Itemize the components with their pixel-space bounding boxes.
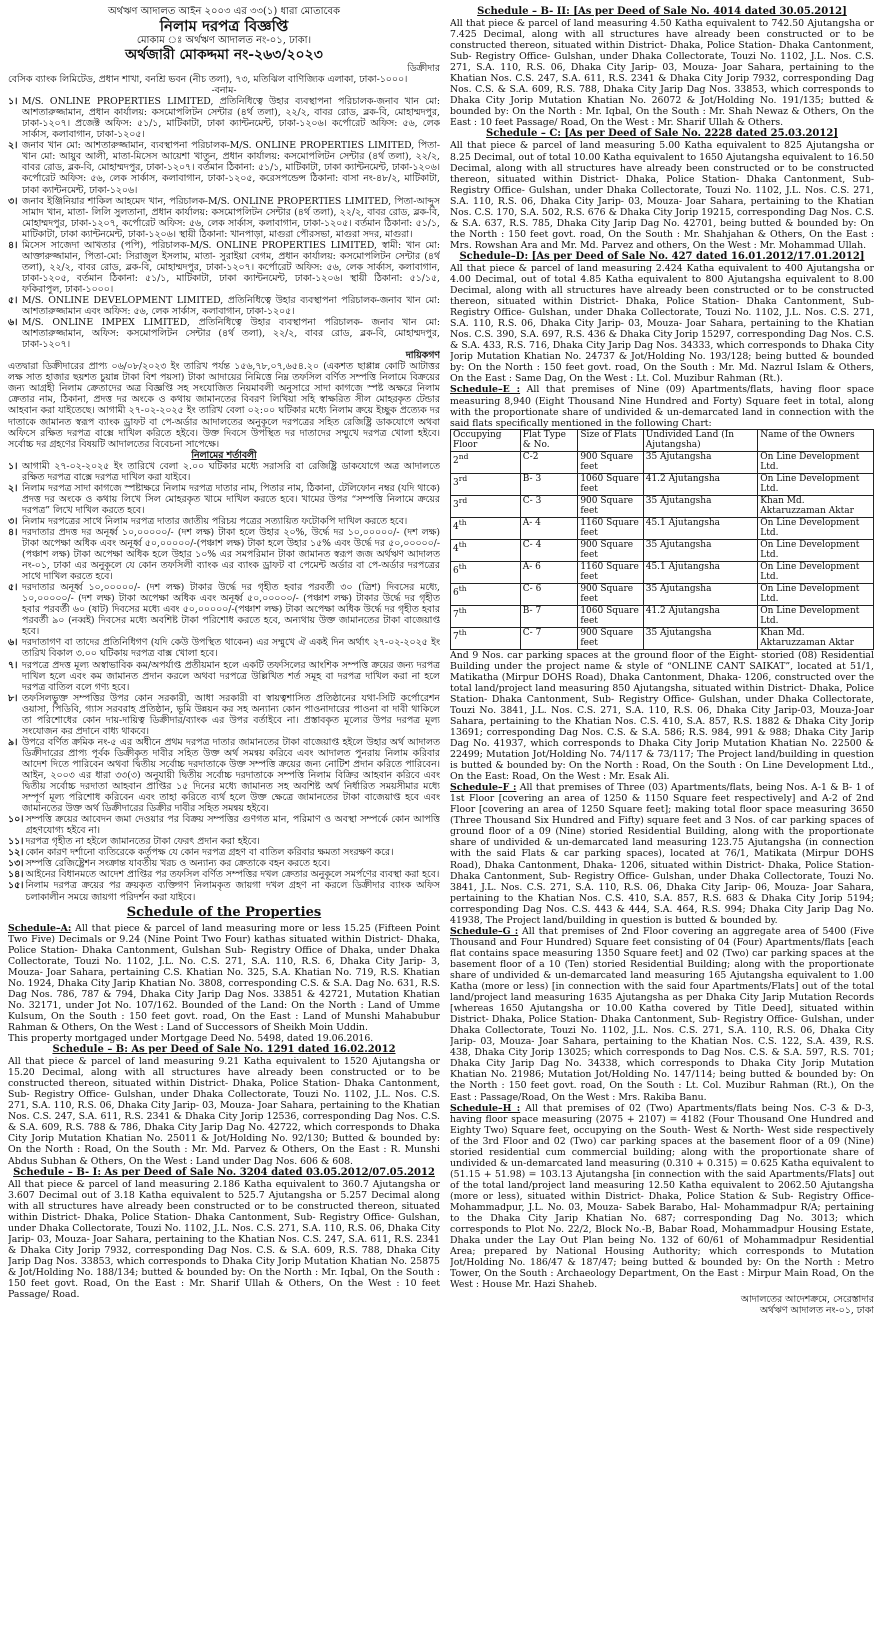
- schedule-a: [8, 923, 440, 1033]
- rule-text: সম্পত্তি ক্রয়ের আবেদন জমা দেওয়ার পর বিক্রয় সম্পত্তির গুণগত মান, পরিমাণ ও অবস্থা সম্পর্কে কোন আপত্তি গ্রহণযোগ্য হইবে না।: [25, 814, 440, 837]
- schedule-a-mortgage: This property mortgaged under Mortgage Deed No. 5498, dated 19.06.2016.: [8, 1033, 374, 1045]
- act-line: অর্থঋণ আদালত আইন ২০০৩ এর ৩৩(১) ধারা মোতাবেক: [107, 6, 341, 17]
- rule-num: ১২।: [8, 847, 24, 859]
- rule-num: ৬।: [8, 637, 18, 649]
- size-cell: 1160 Square feet: [578, 517, 643, 539]
- rule-text: দরদাতার অনূর্ধ্ব ১০,০০০০০/- (দশ লক্ষ) টাকার উর্দ্ধে দর গৃহীত হবার পরবর্তী ৩০ (ত্রিশ) দিবসের মধ্যে, ১০,০০০০০/- (দশ লক্ষ) টাকা অপেক্ষা অধিক এবং অনূর্ধ্ব ৫০,০০০০০/- (পঞ্চাশ লক্ষ) টাকার উর্দ্ধে দর গৃহীত হবার পরবর্তী ৬০ (ষাট) দিবসের মধ্যে এবং ৫০,০০০০০/-(পঞ্চাশ লক্ষ) টাকা অপেক্ষা অধিক উর্দ্ধে দর গৃহীত হবার পরবর্তী ৯০ (নব্বই) দিবসের মধ্যে অবশিষ্ট টাকা পরিশোধ করতে হবে, অন্যথায় উক্ত জামানতের টাকা বাজেয়াপ্ত হবে।: [22, 582, 440, 638]
- rule-item: [8, 516, 440, 527]
- land-cell: 41.2 Ajutangsha: [643, 473, 758, 495]
- floor-cell: [451, 451, 521, 473]
- size-cell: 900 Square feet: [578, 583, 643, 605]
- rule-num: ৭।: [8, 659, 18, 671]
- court-name: মোকাম ঃ অর্থঋণ আদালত নং-০১, ঢাকা।: [136, 35, 312, 46]
- floor-cell: [451, 627, 521, 649]
- signature-line-2: অর্থঋণ আদালত নং-০১, ঢাকা: [759, 1305, 874, 1317]
- floor-cell: [451, 583, 521, 605]
- case-number: অর্থজারী মোকদ্দমা নং-২৬৩/২০২৩: [125, 47, 323, 63]
- land-cell: 45.1 Ajutangsha: [643, 517, 758, 539]
- land-cell: 45.1 Ajutangsha: [643, 561, 758, 583]
- floor-number: 3: [453, 477, 459, 488]
- schedule-e-text: All that premises of Nine (09) Apartments/flats, having floor space measuring 8,940 (Eight Thousand Nine Hundred and Forty) Square feet in total, along with the proportionate share of undivided & un-demarcated land in connection with the said flats specifically mentioned in the following Chart:: [450, 384, 874, 429]
- rules-list: [8, 461, 440, 903]
- floor-cell: [451, 605, 521, 627]
- schedule-h-text: All that premises of 02 (Two) Apartments/flats being Nos. C-3 & D-3, having floor space measuring (2075 + 2107) = 4182 (Four Thousand One Hundred and Eighty Two) Square feet, occupying on the South- West & North- West side respectively of the 3rd Floor and 02 (Two) car parking spaces at the basement floor of a 09 (Nine) storied residential cum commercial building; along with the proportionate share of undivided & un-demarcated land measuring (0.310 + 0.315) = 0.625 Katha equivalent to (51.15 + 51.98) = 103.13 Ajutangsha [in connection with the said Apartments/Flats] out of the total land/project land measuring 12.50 Katha equivalent to 2062.50 Ajutangsha (more or less), situated within District- Dhaka, Police Station & Sub- Registry Office- Mohammadpur, J.L. No. 03, Mouza- Sabek Barabo, Hal- Mohammadpur R/A; pertaining to the Dhaka City Jarip Khatian No. 687; corresponding Dag No. 3013; which corresponds to Plot No. 22/2, Block No.-B, Babar Road, Mohammadpur Housing Estate, Dhaka under the Lay Out Plan being No. 132 of 60/61 of Mohammadpur Residential Area; prepared by National Housing Authority; which corresponds to Mutation Jot/Holding No. 186/47 & 187/47; being butted & bounded by: On the North : Metro Tower, On the South : Archaeology Department, On the East : Mirpur Main Road, On the West : House Mr. Hazi Shaheb.: [450, 1102, 874, 1291]
- debtor-text: জনাব খান মো: আশতারুজ্জামান, ব্যবস্থাপনা পরিচালক-M/S. ONLINE PROPERTIES LIMITED, পিতা-খান মো: আয়ুব আলী, মাতা-মিসেস আয়েশা খাতুন, প্রধান কার্যালয়: কসমোপলিটন সেন্টার (৪র্থ তলা), ২২/২, বাবর রোড, ব্লক-বি, মোহাম্মদপুর, ঢাকা-১২০৭। বর্তমান ঠিকানা: ৫১/১, মাটিকাটা, ঢাকা ক্যান্টনমেন্ট, ঢাকা-১২০৬। কর্পোরেট অফিস: ৫৬, লেক সার্কাস, কলাবাগান, ঢাকা-১২০৫, করেসপন্ডেন্স ঠিকানা: বাসা নং-৪৮/২, মাটিকাটা, ঢাকা ক্যান্টনমেন্ট, ঢাকা-১২০৬।: [22, 140, 440, 196]
- rule-item: [8, 660, 440, 693]
- table-row: [451, 539, 874, 561]
- rule-item: [8, 637, 440, 659]
- rule-num: ৪।: [8, 526, 18, 538]
- schedule-bii-text: All that piece & parcel of land measuring 4.50 Katha equivalent to 742.50 Ajutangsha or 7.425 Decimal, along with all structures have already been constructed or to be constructed thereon, situated within District- Dhaka, Police Station- Dhaka Cantonment, Sub- Registry Office- Gulshan, under Dhaka Collectorate, Touzi No. 1102, J.L. Nos. C.S. 271, S.A. 110, R.S. 06, Dhaka City Jarip- 03, Mouza- Joar Sahara, pertaining to the Khatian Nos. C.S. 247, S.A. 611, R.S. 2341 & Dhaka City Jorip 7932, corresponding Dag Nos. C.S. & S.A. 609, R.S. 788, Dhaka City Jarip Dag Nos. 33853, which corresponds to Dhaka City Jorip Mutation Khatian No. 26072 & Jot/Holding No. 191/135; butted & bounded by: On the North : Mr. Iqbal, On the South : Mr. Shah Newaz & Others, On the East : 10 feet Passage/ Road, On the West : Mr. Sharif Ullah & Others.: [450, 18, 874, 129]
- size-cell: 900 Square feet: [578, 539, 643, 561]
- signature-line-1: আদালতের আদেশক্রমে, সেরেস্তাদার: [740, 1294, 874, 1306]
- debtor-item: [8, 240, 440, 295]
- rule-num: ১৩।: [8, 858, 24, 870]
- debtor-num: ৫।: [8, 294, 18, 306]
- debtor-num: ১।: [8, 96, 18, 108]
- rule-num: ১৪।: [8, 869, 24, 881]
- rule-text: নিলাম দরপত্র ক্রয়ের পর ক্রয়কৃত ব্যক্তিগণ নিলামকৃত জায়গা দখল গ্রহণ না করলে ডিক্রীদার ব্যাংক অফিস চলাকালীন সময়ে জায়গা পরিদর্শন করা যাইবে।: [25, 880, 440, 903]
- schedule-a-text: All that piece & parcel of land measuring more or less 15.25 (Fifteen Point Two Five) Decimals or 9.24 (Nine Point Two Four) kathas situated within District- Dhaka, Police Station- Dhaka Cantonment, Gulshan Sub- Registry Office of Dhaka, under Dhaka Collectorate, Touzi No. 1102, J.L. No. C.S. 271, S.A. 110, R.S. 6, Dhaka City Jarip- 3, Mouza- Joar Sahara, pertaining C.S. Khatian No. 325, S.A. Khatian No. 719, R.S. Khatian No. 1924, Dhaka City Jarip Khatian No. 3808, corresponding C.S. & S.A. Dag No. 631, R.S. Dag Nos. 786, 787 & 794, Dhaka City Jarip Dag Nos. 33851 & 42721, Mutation Khatian No. 32171, under Jot No. 107/162. Bounded of the Land: On the North : Land of Umme Kulsum, On the South : 150 feet govt. road, On the East : Land of Munshi Mahabubur Rahman & Others, On the West : Land of Successors of Sheikh Moin Uddin.: [8, 922, 440, 1033]
- rule-text: আইনের বিধানমতে আদেশ প্রাপ্তির পর তফসিল বর্ণিত সম্পত্তির দখল ক্রেতার অনুকূলে সমর্পণের ব্যবস্থা করা হবে।: [25, 869, 440, 881]
- debtor-num: ৬।: [8, 317, 18, 329]
- flat-cell: C- 6: [520, 583, 578, 605]
- schedule-a-label: Schedule–A:: [8, 922, 72, 934]
- rule-text: আগামী ২৭-০২-২০২৫ ইং তারিখে বেলা ২.০০ ঘটিকার মধ্যে সরাসরি বা রেজিষ্ট্রি ডাকযোগে অত্র আদালতে রক্ষিত দরপত্র বাক্সে দরপত্র দাখিল করা যাইবে।: [22, 460, 440, 483]
- rule-item: [8, 880, 440, 902]
- rule-num: ৯।: [8, 736, 18, 748]
- table-header-row: [451, 429, 874, 451]
- schedule-bi-text: All that piece & parcel of land measuring 2.186 Katha equivalent to 360.7 Ajutangsha or 3.607 Decimal out of 3.18 Katha equivalent to 525.7 Ajutangsha or 5.257 Decimal along with all structures have already been constructed or to be constructed thereon, situated within District- Dhaka, Police Station- Dhaka Cantonment, Sub- Registry Office- Gulshan, under Dhaka Collectorate, Touzi No. 1102, J.L. Nos. C.S. 271, S.A. 110, R.S. 06, Dhaka City Jarip- 03, Mouza- Joar Sahara, pertaining to the Khatian Nos. C.S. 247, S.A. 611, R.S. 2341 & Dhaka City Jorip 7932, corresponding Dag Nos. C.S. & S.A. 609, R.S. 788, Dhaka City Jarip Dag Nos. 33853, which corresponds to Dhaka City Jorip Mutation Khatian No. 25875 & Jot/Holding No. 188/134; butted & bounded by: On the North : Mr. Iqbal, On the South : 150 feet govt. Road, On the East : Mr. Sharif Ullah & Others, On the West : 10 feet Passage/ Road.: [8, 1178, 440, 1301]
- debtors-label: দায়িকগণ: [405, 350, 440, 362]
- notice-title: নিলাম দরপত্র বিজ্ঞপ্তি: [159, 17, 289, 35]
- debtor-item: [8, 196, 440, 240]
- debtor-num: ২।: [8, 140, 18, 152]
- table-header-cell: Flat Type & No.: [520, 429, 578, 451]
- table-header-cell: Occupying Floor: [451, 429, 521, 451]
- debtor-item: [8, 96, 440, 140]
- owner-cell: On Line Development Ltd.: [758, 583, 874, 605]
- rule-num: ১।: [8, 460, 18, 472]
- floor-cell: [451, 473, 521, 495]
- schedule-c-heading: Schedule – C: [As per Deed of Sale No. 2228 dated 25.03.2012]: [485, 128, 839, 140]
- rule-text: দরদাতার প্রদত্ত দর অনূর্ধ্ব ১০,০০০০০/- (দশ লক্ষ) টাকা হলে উহার ২০%, উর্দ্ধে দর ১০,০০০০০/- (দশ লক্ষ) টাকা অপেক্ষা অধিক এবং অনূর্ধ্ব ৫০,০০০০০/-(পঞ্চাশ লক্ষ) টাকা হলে উহার ১৫% এবং উর্দ্ধে দর ৫০,০০০০০/- (পঞ্চাশ লক্ষ) টাকা অপেক্ষা অধিক হলে উহার ১০% এর সমপরিমান টাকা জামানত স্বরূপ জজ অর্থঋণ আদালত নং-০১, ঢাকা এর অনুকূলে যে কোন তফসিলী ব্যাংক এর ব্যাংক ড্রাফট বা পেমেন্ট অর্ডার বা পে-অর্ডার দরপত্রের সাথে দাখিল করতে হবে।: [22, 526, 440, 583]
- land-cell: 35 Ajutangsha: [643, 583, 758, 605]
- rule-num: ৫।: [8, 582, 18, 594]
- floor-number: 6: [453, 587, 459, 598]
- table-row: [451, 517, 874, 539]
- floor-suffix: th: [458, 539, 467, 549]
- floor-suffix: rd: [458, 473, 468, 483]
- land-cell: 35 Ajutangsha: [643, 495, 758, 517]
- owner-cell: Khan Md. Aktaruzzaman Aktar: [758, 495, 874, 517]
- rule-text: সম্পত্তি রেজিষ্ট্রেশন সংক্রান্ত যাবতীয় খরচ ও অন্যান্য কর ক্রেতাকে বহন করতে হবে।: [25, 858, 331, 870]
- debtor-text: জনাব ইঞ্জিনিয়ার শাকিল আহমেদ খান, পরিচালক-M/S. ONLINE PROPERTIES LIMITED, পিতা-আব্দুস সামাদ খান, মাতা- লিলি সুলতানা, প্রধান কার্যালয়: কসমোপলিটন সেন্টার (৪র্থ তলা), ২২/২, বাবর রোড, ব্লক-বি, মোহাম্মদপুর, ঢাকা-১২০৭, কর্পোরেট অফিস: ৫৬, লেক সার্কাস, কলাবাগান, ঢাকা-১২০৫। বর্তমান ঠিকানা: ৫১/১, মাটিকাটা, ঢাকা ক্যান্টনমেন্ট, ঢাকা-১২০৬। স্থায়ী ঠিকানা: খানপাড়া, মাগুরা পৌরসভা, মাগুরা সদর, মাগুরা।: [22, 195, 440, 240]
- floor-suffix: rd: [458, 495, 468, 505]
- schedule-b-heading: Schedule – B: As per Deed of Sale No. 1291 dated 16.02.2012: [52, 1044, 396, 1056]
- floor-cell: [451, 517, 521, 539]
- floor-suffix: th: [458, 605, 467, 615]
- debtor-num: ৩।: [8, 195, 18, 207]
- rule-text: নিলাম দরপত্রের সাথে নিলাম দরপত্র দাতার জাতীয় পরিচয় পত্রের সত্যায়িত ফটোকপি দাখিল করতে হবে।: [22, 515, 408, 527]
- table-row: [451, 451, 874, 473]
- schedule-bii-heading: Schedule – B- II: [As per Deed of Sale No. 4014 dated 30.05.2012]: [477, 6, 847, 17]
- intro-paragraph: এতদ্বারা ডিক্রীদারের প্রাপ্য ০৬/০৮/২০২৩ ইং তারিখ পর্যন্ত ১৫৬,৭৮,০৭,৬৫৪.২০ (একশত ছাপ্পান্ন কোটি আটাত্তর লক্ষ সাত হাজার ছয়শত চুয়ান্ন টাকা বিশ পয়সা) টাকা আদায়ের নিমিত্তে নিম্ন তফসিল বর্ণিত সম্পত্তি নিলামে বিক্রয়ের জন্য আগ্রহী নিলাম ক্রেতাদের অত্র বিজ্ঞপ্তি সহ সংযোজিত নিয়মাবলী অনুসারে সাদা কাগজে স্পষ্ট অক্ষরে নিলাম ক্রেতার নাম, ঠিকানা, প্রদত্ত দর অংকে ও কথায় জামানতের বিবরণ লিখিয়া সহি স্বাক্ষরিত সীল মোহরকৃত টেন্ডার আহবান করা যাইতেছে। আগামী ২৭-০২-২০২৫ ইং তারিখ বেলা ০২:০০ ঘটিকার মধ্যে নিলাম ক্রয়ে ইচ্ছুক প্রত্যেক দর দাতাকে জামানত স্বরূপ ব্যাংক ড্রাফট বা পে-অর্ডার আদালতের অনুকূলে দরপত্রের সহিত রেজিষ্ট্রি ডাকযোগে অথবা অফিসে রক্ষিত দরপত্র বাক্সে দাখিল করিতে হইবে। উক্ত দিবসে উপস্থিত দর দাতাদের সম্মুখে দরপত্র খোলা হইবে। সর্বোচ্চ দর গ্রহণের বিষয়টি আদালতের বিবেচনা সাপেক্ষে।: [8, 361, 440, 450]
- table-row: [451, 561, 874, 583]
- debtor-item: [8, 140, 440, 195]
- rule-item: [8, 483, 440, 516]
- schedule-h: [450, 1103, 874, 1291]
- rule-text: দরপত্রে প্রদত্ত মূল্য অস্বাভাবিক কম/অপর্যাপ্ত প্রতীয়মান হলে একটি তফসিলের আংশিক সম্পত্তি ক্রয়ের জন্য দরপত্র দাখিল হলে এবং কম জামানত প্রদান করলে অথবা দরপত্রে উল্লিখিত শর্ত সমূহ বা দরপত্র দাখিল করা না হলে দরপত্র বাতিল বলে গণ্য হবে।: [22, 659, 440, 693]
- decree-holder: বেসিক ব্যাংক লিমিটেড, প্রধান শাখা, বনশ্রি ভবন (নীচ তলা), ৭৩, মতিঝিল বাণিজ্যিক এলাকা, ঢাকা-১০০০।: [8, 74, 408, 86]
- rule-item: [8, 858, 440, 869]
- rule-item: [8, 847, 440, 858]
- schedule-d-heading: Schedule–D: [As per Deed of Sale No. 427 dated 16.01.2012/17.01.2012]: [459, 250, 865, 262]
- decree-holder-label: ডিক্রীদার: [407, 63, 440, 74]
- schedule-f-text: All that premises of Three (03) Apartments/flats, being Nos. A-1 & B- 1 of 1st Floor [covering an area of 1250 & 1150 Square feet respectively] and A-2 of 2nd Floor [covering an area of 1250 Square feet]; making total floor space measuring 3650 (Three Thousand Six Hundred and Fifty) square feet and 3 Nos. of car parking spaces of ground floor of a 09 (Nine) storied Residential Building, along with the proportionate share of undivided & un-demarcated land measuring 123.75 Ajutangsha (in connection with the said Flats & car parking spaces), located at 76/1, Matikata (Mirpur DOHS Road), Dhaka Cantonment, Dhaka- 1206, situated within District- Dhaka, Police Station- Dhaka Cantonment, Sub- Registry Office- Gulshan, under Dhaka Collectorate, Touzi No. 3841, J.L. Nos. C.S. 271, S.A. 110, R.S. 06, Dhaka City Jarip- 06, Mouza- Joar Sahara, pertaining to the Khatian Nos. C.S. 410, S.A. 857, R.S. 683 & Dhaka City Jorip 5194; corresponding Dag Nos. C.S. 443 & 444, S.A. 464, R.S. 994; Dhaka City Jarip Dag No. 41938, The Project land/building in question is butted & bounded by.: [450, 782, 874, 926]
- flat-cell: B- 7: [520, 605, 578, 627]
- rule-item: [8, 461, 440, 483]
- rule-item: [8, 737, 440, 814]
- flat-cell: C- 4: [520, 539, 578, 561]
- rule-item: [8, 582, 440, 637]
- table-row: [451, 605, 874, 627]
- floor-suffix: th: [458, 583, 467, 593]
- schedule-d-text: All that piece & parcel of land measuring 2.424 Katha equivalent to 400 Ajutangsha or 4.00 Decimal, out of total 4.85 Katha equivalent to 800 Ajutangsha equivalent to 8.00 Decimal, along with all structures have already been constructed or to be constructed thereon, situated within District- Dhaka, Police Station- Dhaka Cantonment, Sub- Registry Office- Gulshan, under Dhaka Collectorate, Touzi No. 1102, J.L. Nos. C.S. 271, S.A. 110, R.S. 06, Dhaka City Jarip- 03, Mouza- Joar Sahara, pertaining to the Khatian Nos. C.S. 390, S.A. 697, R.S. 436 & Dhaka City Jorip 15297, corresponding Dag Nos. C.S. & S.A. 433, R.S. 716, Dhaka City Jarip Dag Nos. 34333, which corresponds to Dhaka City Jorip Mutation Khatian No. 24737 & Jot/Holding No. 193/128; being butted & bounded by: On the North : 150 feet govt. road, On the South : Mr. Md. Nazrul Islam & Others, On the East : Same Dag, On the West : Lt. Col. Muzibur Rahman (Rt.).: [450, 262, 874, 385]
- flats-table: [450, 429, 874, 650]
- floor-number: 7: [453, 631, 459, 642]
- floor-cell: [451, 539, 521, 561]
- debtor-num: ৪।: [8, 239, 18, 251]
- schedule-h-label: Schedule–H :: [450, 1102, 521, 1114]
- schedule-g-text: All that premises of 2nd Floor covering an aggregate area of 5400 (Five Thousand and Four Hundred) Square feet consisting of 04 (Four) Apartments/flats [each flat contains space measuring 1350 Square feet] and 02 (Two) car parking spaces at the basement floor of a 10 (Ten) storied Residential Building; along with the proportionate share of undivided & un-demarcated land measuring 165 Ajutangsha equivalent to 1.00 Katha (more or less) [in connection with the said four Apartments/Flats] out of the total land/project land measuring 1635 Ajutangsha as per Dhaka City Jarip Mutation Records [whereas 1650 Ajutangsha or 10.00 Katha covered by Title Deed], situated within District- Dhaka, Police Station- Dhaka Cantonment, Sub- Registry Office- Gulshan, under Dhaka Collectorate, Touzi No. 1102, J.L. Nos. C.S. 271, S.A. 110, R.S. 06, Dhaka City Jarip- 03, Mouza- Joar Sahara, pertaining to the Khatian Nos. C.S. 122, S.A. 439, R.S. 438, Dhaka City Jorip 13025; which corresponds to Dag Nos. C.S. & S.A. 597, R.S. 701; Dhaka City Jarip Dag No. 34338, which corresponds to Dhaka City Jorip Mutation Khatian No. 21986; Mutation Jot/Holding No. 147/114; being butted & bounded by: On the North : 150 feet govt. road, On the South : Lt. Col. Muzibur Rahman (Rt.), On the East : Passage/Road, On the West : Mrs. Rakiba Banu.: [450, 925, 874, 1103]
- right-column: [450, 6, 874, 1624]
- rule-num: ২।: [8, 482, 18, 494]
- floor-number: 4: [453, 521, 459, 532]
- rule-item: [8, 836, 440, 847]
- schedule-g: [450, 926, 874, 1103]
- debtor-text: M/S. ONLINE IMPEX LIMITED, প্রতিনিধিত্বে উহার ব্যবস্থাপনা পরিচালক- জনাব খান মো: আশতারুজ্জামান, অফিস: কসমোপলিটন সেন্টার (৪র্থ তলা), ২২/২, বাবর রোড, ব্লক-বি, মোহাম্মদপুর, ঢাকা-১২০৭।: [22, 317, 440, 351]
- rule-text: উপরে বর্ণিত ক্রমিক নং-৫ এর অধীনে প্রথম দরপত্র দাতার জামানতের টাকা বাজেয়াপ্ত হইলে উহার অর্থ আদালত ডিক্রীদারের প্রাপ্য পূর্বক ডিক্রীকৃত দাবীর সহিত উক্ত অর্থ সমন্বয় করিবে এবং আদালত পুনরায় নিলাম করিবার আদেশ দিতে পারিবেন অথবা দ্বিতীয় সর্বোচ্চ দরদাতাকে উক্ত সম্পত্তি ক্রয়ের জন্য নোটিশ প্রদান করিতে পারিবেন। আইন, ২০০৩ এর ধারা ৩৩(৩) অনুযায়ী দ্বিতীয় সর্বোচ্চ দরদাতাকে সম্পত্তি নিলাম বিক্রির আহবান করিবে এবং দ্বিতীয় সর্বোচ্চ দরদাতা আহবান প্রাপ্তির ১৫ দিনের মধ্যে জামানত সহ অবশিষ্ট অর্থ নির্ধারিত সময়সীমার মধ্যে সম্পূর্ণ মূল্য পরিশোধ করিবেন এবং তাহা করিতে ব্যর্থ হলে উক্ত ক্ষেত্রে জামানতের টাকা বাজেয়াপ্ত হবে এবং জামানতের উক্ত অর্থ ডিক্রীদারের ডিক্রীর দাবীর সহিত সমন্বয় হইবে।: [22, 736, 440, 815]
- schedule-e-parking: And 9 Nos. car parking spaces at the ground floor of the Eight- storied (08) Residential Building under the project name & style of “ONLINE CANT SAIKAT”, located at 51/1, Matikatha (Mirpur DOHS Road), Dhaka Cantonment, Dhaka- 1206, constructed over the total land/project land measuring 850 Ajutangsha, situated within District- Dhaka, Police Station- Dhaka Cantonment, Sub- Registry Office- Gulshan, under Dhaka Collectorate, Touzi No. 3841, J.L. Nos. C.S. 271, S.A. 110, R.S. 06, Dhaka City Jarip-03, Mouza-Joar Sahara, pertaining to the Khatian Nos. C.S. 410, S.A. 857, R.S. 1882 & Dhaka City Jorip 13691; corresponding Dag Nos. C.S. & S.A. 586; R.S. 984, 991 & 988; Dhaka City Jarip Dag No. 41937, which corresponds to Dhaka City Jorip Mutation Khatian No. 22500 & 22499; Mutation Jot/Holding No. 74/117 & 73/117; The Project land/building in question is butted & bounded by: On the North : Road, On the South : On Line Development Ltd., On the East: Road, On the West : Mr. Esak Ali.: [450, 649, 874, 783]
- floor-number: 7: [453, 609, 459, 620]
- owner-cell: On Line Development Ltd.: [758, 561, 874, 583]
- rule-text: নিলাম দরপত্র সাদা কাগজে স্পষ্টাক্ষরে নিলাম দরপত্র দাতার নাম, পিতার নাম, ঠিকানা, টেলিফোন নম্বর (যদি থাকে) প্রদত্ত দর অংকে ও কথায় লিখে সিল মোহরকৃত খামে দাখিল করতে হবে। খামের উপর “সম্পত্তি নিলামে ক্রয়ের দরপত্র” লিখে দাখিল করতে হবে।: [22, 482, 440, 516]
- debtor-item: [8, 317, 440, 350]
- floor-number: 4: [453, 543, 459, 554]
- owner-cell: Khan Md. Aktaruzzaman Aktar: [758, 627, 874, 649]
- land-cell: 41.2 Ajutangsha: [643, 605, 758, 627]
- owner-cell: On Line Development Ltd.: [758, 605, 874, 627]
- left-column: [8, 6, 440, 1624]
- flat-cell: B- 3: [520, 473, 578, 495]
- floor-number: 6: [453, 565, 459, 576]
- debtors-list: [8, 96, 440, 350]
- signature-block: [450, 1294, 874, 1316]
- table-row: [451, 495, 874, 517]
- rule-text: কোন কারণ দর্শানো ব্যতিরেকে কর্তৃপক্ষ যে কোন দরপত্র গ্রহণ বা বাতিল করিবার ক্ষমতা সংরক্ষণ করে।: [25, 847, 394, 859]
- rules-heading: নিলামের শর্তাবলী: [191, 449, 257, 461]
- owner-cell: On Line Development Ltd.: [758, 473, 874, 495]
- floor-suffix: th: [458, 627, 467, 637]
- schedule-f: [450, 782, 874, 926]
- schedule-e: [450, 384, 874, 428]
- floor-cell: [451, 495, 521, 517]
- schedule-b-text: All that piece & parcel of land measuring 9.21 Katha equivalent to 1520 Ajutangsha or 15.20 Decimal, along with all structures have already been constructed or to be constructed thereon, situated within District- Dhaka, Police Station- Dhaka Cantonment, Sub- Registry Office- Gulshan, under Dhaka Collectorate, Touzi No. 1102, J.L. Nos. C.S. 271, S.A. 110, R.S. 06, Dhaka City Jarip- 03, Mouza- Joar Sahara, pertaining to the Khatian Nos. C.S. 247, S.A. 611, R.S. 2341 & Dhaka City Jorip 12536, corresponding Dag Nos. C.S. & S.A. 609, R.S. 788 & 786, Dhaka City Jarip Dag No. 42722, which corresponds to Dhaka City Jorip Mutation Khatian No. 25011 & Jot/Holding No. 92/130; Butted & bounded by: On the North : Road, On the South : Mr. Md. Parvez & Others, On the East : R. Munshi Abdus Subhan & Others, On the West : Land under Dag Nos. 606 & 608.: [8, 1056, 440, 1167]
- rule-text: দরদাতাগণ বা তাদের প্রতিনিধিগণ (যদি কেউ উপস্থিত থাকেন) এর সম্মুখে ঐ একই দিন অর্থাৎ ২৭-০২-২০২৫ ইং তারিখ বিকাল ৩.০০ ঘটিকায় দরপত্র বাক্স খোলা হবে।: [22, 637, 440, 660]
- table-row: [451, 473, 874, 495]
- size-cell: 1060 Square feet: [578, 473, 643, 495]
- owner-cell: On Line Development Ltd.: [758, 517, 874, 539]
- flat-cell: C- 3: [520, 495, 578, 517]
- table-header-cell: Size of Flats: [578, 429, 643, 451]
- floor-number: 3: [453, 499, 459, 510]
- floor-suffix: nd: [458, 451, 469, 461]
- flat-cell: A- 4: [520, 517, 578, 539]
- debtor-text: মিসেস সাজেদা আখতার (পপি), পরিচালক-M/S. ONLINE PROPERTIES LIMITED, স্বামী: খান মো: আক্তারুজ্জামান, পিতা-মো: সিরাজুল ইসলাম, মাতা- সুরাইয়া বেগম, প্রধান কার্যালয়: কসমোপলিটন সেন্টার (৪র্থ তলা), ২২/২, বাবর রোড, ব্লক-বি, মোহাম্মদপুর, ঢাকা-১২০৭। কর্পোরেট অফিস: ৫৬, লেক সার্কাস, কলাবাগান, ঢাকা-১২০৫, বর্তমান ঠিকানা: ৫১/১, মাটিকাটা, ঢাকা ক্যান্টনমেন্ট, ঢাকা-১২০৬। স্থায়ী ঠিকানা: ৫১/১৫, ফকিরাপুল, ঢাকা-১০০০।: [22, 239, 440, 295]
- size-cell: 1060 Square feet: [578, 605, 643, 627]
- land-cell: 35 Ajutangsha: [643, 627, 758, 649]
- table-header-cell: Undivided Land (In Ajutangsha): [643, 429, 758, 451]
- flat-cell: C- 7: [520, 627, 578, 649]
- rule-num: ১১।: [8, 836, 24, 848]
- floor-suffix: th: [458, 517, 467, 527]
- schedule-g-label: Schedule–G :: [450, 925, 519, 937]
- schedule-c-text: All that piece & parcel of land measuring 5.00 Katha equivalent to 825 Ajutangsha or 8.25 Decimal, out of total 10.00 Katha equivalent to 1650 Ajutangsha equivalent to 16.50 Decimal, along with all structures have already been constructed or to be constructed thereon, situated within District- Dhaka, Police Station- Dhaka Cantonment, Sub- Registry Office- Gulshan, under Dhaka Collectorate, Touzi No. 1102, J.L. Nos. C.S. 271, S.A. 110, R.S. 06, Dhaka City Jarip- 03, Mouza- Joar Sahara, pertaining to the Khatian Nos. C.S. 170, S.A. 502, R.S. 676 & Dhaka City Jorip 19215, corresponding Dag Nos. C.S. & S.A. 637, R.S. 785, Dhaka City Jarip Dag No. 42701, being butted & bounded by: On the North : 150 feet govt. road, On the South : Mr. Shahjahan & Others, On the East : Mrs. Rowshan Ara and Mr. Md. Parvez and others, On the West : Mr. Mohammad Ullah.: [450, 140, 874, 251]
- rule-num: ১০।: [8, 814, 24, 826]
- table-header-cell: Name of the Owners: [758, 429, 874, 451]
- schedule-bi-heading: Schedule – B- I: As per Deed of Sale No. 3204 dated 03.05.2012/07.05.2012: [13, 1166, 435, 1178]
- land-cell: 35 Ajutangsha: [643, 451, 758, 473]
- schedule-title: Schedule of the Properties: [126, 904, 322, 920]
- flat-cell: A- 6: [520, 561, 578, 583]
- debtor-text: M/S. ONLINE DEVELOPMENT LIMITED, প্রতিনিধিত্বে উহার ব্যবস্থাপনা পরিচালক-জনাব খান মো: আশতারুজ্জামান এবং অফিস: ৫৬, লেক সার্কাস, কলাবাগান, ঢাকা-১২০৫।: [22, 294, 440, 318]
- floor-number: 2: [453, 455, 459, 466]
- rule-item: [8, 693, 440, 737]
- schedule-e-label: Schedule–E :: [450, 384, 521, 396]
- versus-label: -বনাম-: [211, 85, 237, 97]
- rule-text: দরপত্র গৃহীত না হইলে জামানতের টাকা ফেরৎ প্রদান করা হইবে।: [25, 836, 260, 848]
- owner-cell: On Line Development Ltd.: [758, 451, 874, 473]
- size-cell: 900 Square feet: [578, 495, 643, 517]
- owner-cell: On Line Development Ltd.: [758, 539, 874, 561]
- floor-suffix: th: [458, 561, 467, 571]
- rule-num: ৩।: [8, 515, 18, 527]
- flat-cell: C-2: [520, 451, 578, 473]
- rule-item: [8, 869, 440, 880]
- land-cell: 35 Ajutangsha: [643, 539, 758, 561]
- table-row: [451, 627, 874, 649]
- rule-item: [8, 527, 440, 582]
- debtor-item: [8, 295, 440, 317]
- size-cell: 1160 Square feet: [578, 561, 643, 583]
- rule-text: তফসিলভুক্ত সম্পত্তির উপর কোন সরকারী, আধা সরকারী বা স্বায়ত্বশাসিত প্রতিষ্ঠানের যথা-সিটি কর্পোরেশন ওয়াসা, পিডিবি, গ্যাস সরবরাহ প্রতিষ্ঠান, ভূমি উন্নয়ন কর সহ অন্যান্য কোন পাওনাদারের পাওনা বা দাবী থাকিলে তা পরিশোধের কোন দায়-দায়িত্ব ডিক্রীদার/ব্যাংক এর উপর বর্তাইবে না। প্রস্তাবকৃত মূল্যের উপর দরপত্র মূল্য সংযোজন কর প্রদানে বাধ্য থাকবে।: [22, 692, 440, 737]
- floor-cell: [451, 561, 521, 583]
- schedule-f-label: Schedule–F :: [450, 782, 517, 794]
- size-cell: 900 Square feet: [578, 627, 643, 649]
- rule-item: [8, 814, 440, 836]
- table-row: [451, 583, 874, 605]
- size-cell: 900 Square feet: [578, 451, 643, 473]
- rule-num: ১৫।: [8, 880, 24, 892]
- debtor-text: M/S. ONLINE PROPERTIES LIMITED, প্রতিনিধিত্বে উহার ব্যবস্থাপনা পরিচালক-জনাব খান মো: আশতারুজ্জামান, প্রধান কার্যালয়: কসমোপলিটন সেন্টার (৪র্থ তলা), ২২/২, বাবর রোড, ব্লক-বি, মোহাম্মদপুর, ঢাকা-১২০৭। প্রজেক্ট অফিস: ৫১/১, মাটিকাটা, ঢাকা ক্যান্টনমেন্ট, ঢাকা-১২০৬। কর্পোরেট অফিস: ৫৬, লেক সার্কাস, কলাবাগান, ঢাকা-১২০৫।: [22, 96, 440, 141]
- rule-num: ৮।: [8, 692, 18, 704]
